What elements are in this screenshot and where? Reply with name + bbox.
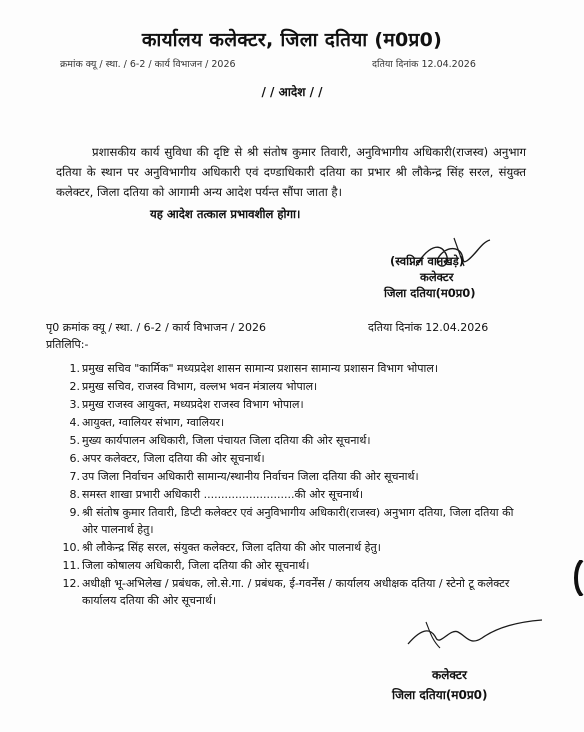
copy-list <box>42 360 532 610</box>
endorsement-number: पृ0 क्रमांक क्यू / स्था. / 6-2 / कार्य विभाजन / 2026 <box>46 321 267 334</box>
copy-list-number: 5. <box>69 434 80 447</box>
order-heading: / / आदेश / / <box>261 85 323 99</box>
copy-list-text: श्री लौकेन्द्र सिंह सरल, संयुक्त कलेक्टर, जिला दतिया की ओर पालनार्थ हेतु। <box>82 541 381 554</box>
copy-list-number: 2. <box>69 380 80 393</box>
bottom-signatory-place: जिला दतिया(म0प्र0) <box>392 688 488 702</box>
copy-list-number: 12. <box>62 577 80 590</box>
copy-list-text: अधीक्षी भू-अभिलेख / प्रबंधक, लो.से.गा. / प्रबंधक, ई-गवर्नेंस / कार्यालय अधीक्षक दतिया / स्टेनो टू कलेक्टर कार्यालय दतिया की ओर सूचनार्थ। <box>82 577 510 607</box>
endorsement-date: दतिया दिनांक 12.04.2026 <box>368 321 489 334</box>
copy-list-text: अपर कलेक्टर, जिला दतिया की ओर सूचनार्थ। <box>82 452 265 465</box>
copy-list-item <box>42 378 532 395</box>
copy-list-item <box>42 575 532 609</box>
copy-list-text: प्रमुख राजस्व आयुक्त, मध्यप्रदेश राजस्व विभाग भोपाल। <box>82 398 304 411</box>
copy-list-text: श्री संतोष कुमार तिवारी, डिप्टी कलेक्टर एवं अनुविभागीय अधिकारी(राजस्व) अनुभाग दतिया, जिला दतिया की ओर पालनार्थ हेतु। <box>82 506 514 536</box>
reference-number: क्रमांक क्यू / स्था. / 6-2 / कार्य विभाजन / 2026 <box>60 59 236 70</box>
signatory-designation: कलेक्टर <box>420 270 454 284</box>
signature-scribble <box>396 616 546 656</box>
copy-list-text: समस्त शाखा प्रभारी अधिकारी ..........................की ओर सूचनार्थ। <box>82 488 364 501</box>
signatory-place: जिला दतिया(म0प्र0) <box>384 286 476 300</box>
copy-list-item <box>42 396 532 413</box>
copy-list-number: 1. <box>69 362 80 375</box>
copy-list-item <box>42 557 532 574</box>
copy-list-number: 11. <box>62 559 80 572</box>
copy-list-text: उप जिला निर्वाचन अधिकारी सामान्य/स्थानीय निर्वाचन जिला दतिया की ओर सूचनार्थ। <box>82 470 419 483</box>
copy-list-item <box>42 539 532 556</box>
signatory-name: (स्वप्निल वानखड़े) <box>390 254 465 268</box>
copy-list-number: 3. <box>69 398 80 411</box>
copy-list-item <box>42 360 532 377</box>
copy-list-item <box>42 414 532 431</box>
copy-to-label: प्रतिलिपि:- <box>46 338 89 351</box>
order-body: प्रशासकीय कार्य सुविधा की दृष्टि से श्री संतोष कुमार तिवारी, अनुविभागीय अधिकारी(राजस्व) अनुभाग दतिया के स्थान पर अनुविभागीय अधिकारी एवं दण्डाधिकारी दतिया का प्रभार श्री लौकेन्द्र सिंह सरल, संयुक्त कलेक्टर, जिला दतिया को आगामी अन्य आदेश पर्यन्त सौंपा जाता है। <box>56 144 526 199</box>
copy-list-number: 10. <box>62 541 80 554</box>
copy-list-text: आयुक्त, ग्वालियर संभाग, ग्वालियर। <box>82 416 225 429</box>
reference-date: दतिया दिनांक 12.04.2026 <box>372 59 476 70</box>
edge-mark <box>572 560 584 596</box>
bottom-signature-block <box>386 630 536 710</box>
collector-signature-block <box>380 242 530 300</box>
copy-list-number: 6. <box>69 452 80 465</box>
copy-list-text: जिला कोषालय अधिकारी, जिला दतिया की ओर सूचनार्थ। <box>82 559 310 572</box>
order-effect-line: यह आदेश तत्काल प्रभावशील होगा। <box>150 207 301 221</box>
copy-list-number: 9. <box>69 506 80 519</box>
copy-list-item <box>42 486 532 503</box>
office-title: कार्यालय कलेक्टर, जिला दतिया (म0प्र0) <box>141 29 443 51</box>
copy-list-number: 8. <box>69 488 80 501</box>
copy-list-item <box>42 468 532 485</box>
copy-list-text: प्रमुख सचिव, राजस्व विभाग, वल्लभ भवन मंत्रालय भोपाल। <box>82 380 318 393</box>
copy-list-item <box>42 432 532 449</box>
copy-list-text: प्रमुख सचिव "कार्मिक" मध्यप्रदेश शासन सामान्य प्रशासन सामान्य प्रशासन विभाग भोपाल। <box>82 362 438 375</box>
copy-list-number: 7. <box>69 470 80 483</box>
copy-list-item <box>42 450 532 467</box>
copy-list-text: मुख्य कार्यपालन अधिकारी, जिला पंचायत जिला दतिया की ओर सूचनार्थ। <box>82 434 371 447</box>
copy-list-number: 4. <box>69 416 80 429</box>
copy-list-item <box>42 504 532 538</box>
bottom-signatory-designation: कलेक्टर <box>432 668 467 682</box>
